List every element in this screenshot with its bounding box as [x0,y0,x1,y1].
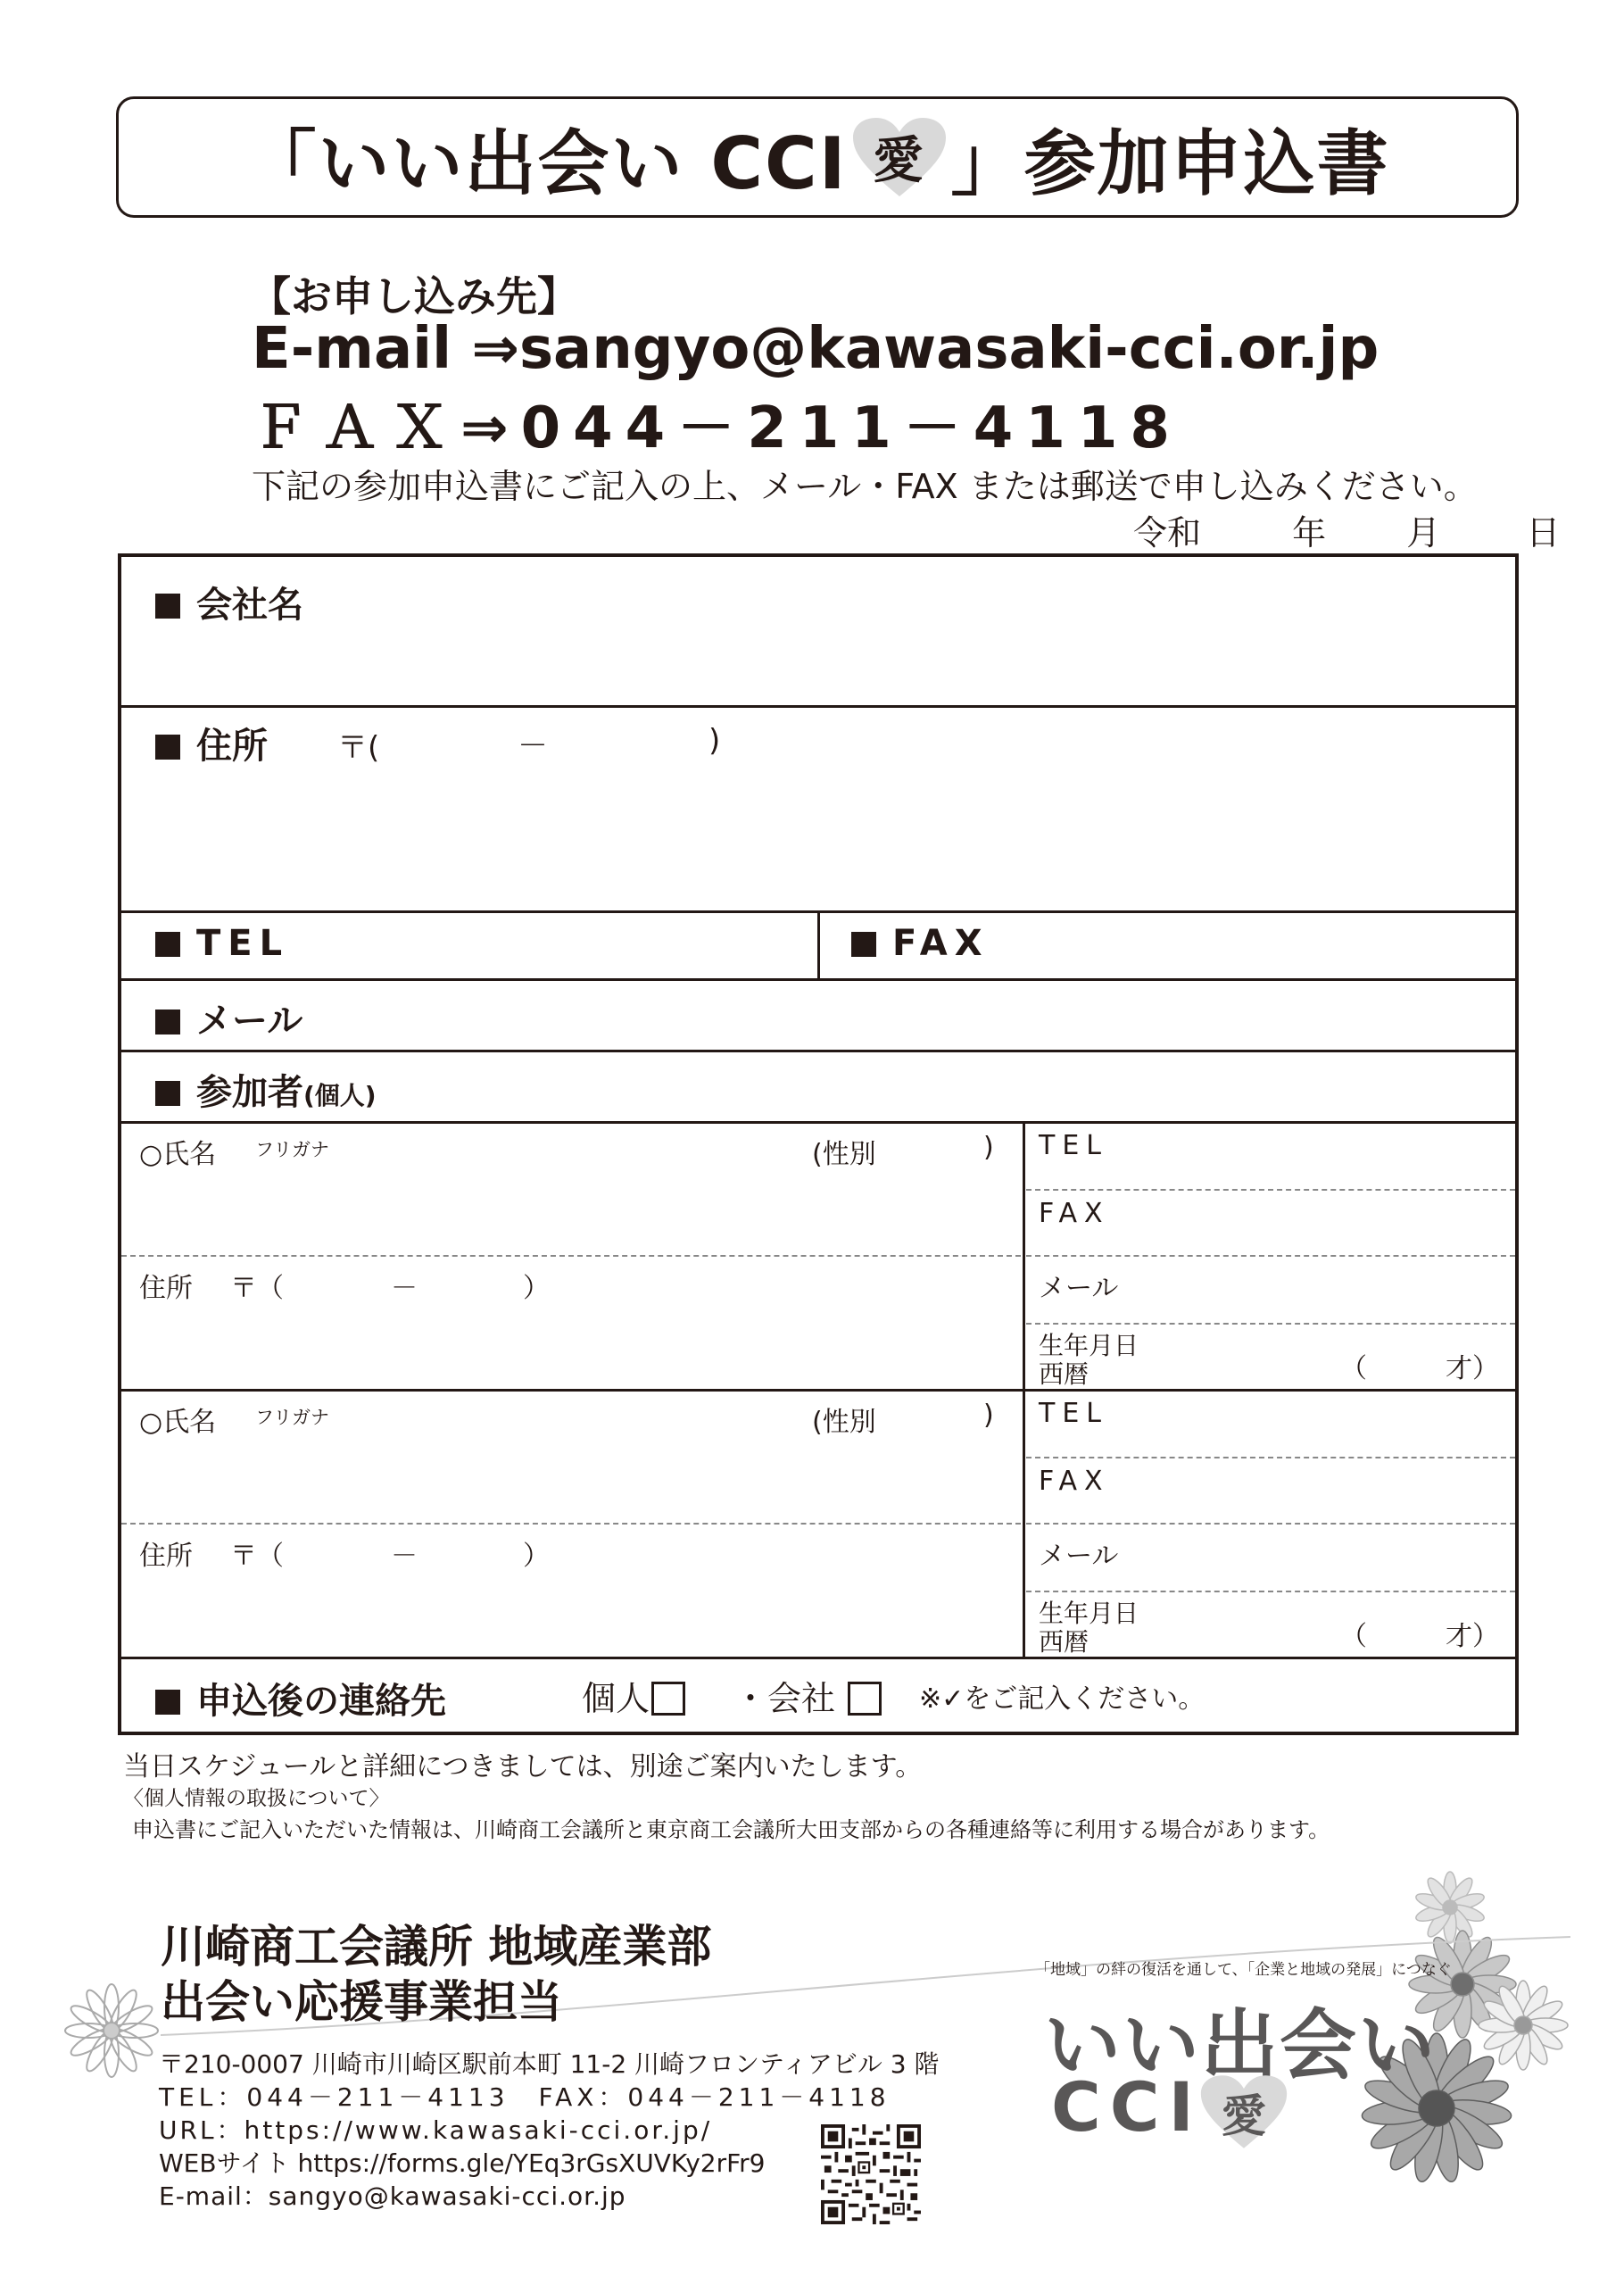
person1-tel-label: TEL [1039,1130,1108,1161]
destination-fax: ＦＡＸ⇒044－211－4118 [252,395,1182,461]
mail-label: メール [155,993,302,1043]
org-line2: 出会い応援事業担当 [161,1976,562,2028]
footer-telfax: TEL：044－211－4113 FAX：044－211－4118 [159,2082,891,2112]
individual-checkbox[interactable] [651,1682,685,1716]
person2-mail-label: メール [1039,1541,1119,1572]
person1-address-label: 住所 [139,1273,193,1304]
person2-calendar-label: 西暦 [1039,1627,1090,1657]
date-year: 年 [1292,513,1327,553]
person2-name-label: ○氏名 [139,1407,217,1438]
option-individual: 個人 [582,1671,685,1720]
heart-icon [851,116,948,198]
person2-address-label: 住所 [139,1541,193,1572]
application-form [118,553,1519,1735]
person1-gender-close: ) [983,1132,994,1163]
person2-postal-open: 〒（ [230,1541,284,1572]
instruction-text: 下記の参加申込書にご記入の上、メール・FAX または郵送で申し込みください。 [252,467,1478,506]
schedule-note: 当日スケジュールと詳細につきましては、別途ご案内いたします。 [123,1751,923,1782]
option-company: ・会社 [733,1671,882,1720]
person1-age-close: 才） [1446,1353,1499,1384]
logo-main-text: いい出会い [1044,2001,1437,2090]
qr-code-icon[interactable] [821,2124,921,2224]
logo-heart-text: 愛 [1221,2090,1266,2142]
footer-url[interactable]: URL：https://www.kawasaki-cci.or.jp/ [159,2115,713,2145]
person1-gender-label: (性別 [812,1139,876,1170]
participants-label: 参加者(個人) [155,1064,377,1115]
person1-name-label: ○氏名 [139,1139,217,1170]
person2-fax-label: FAX [1039,1466,1110,1497]
date-day: 日 [1526,513,1561,553]
person1-postal-open: 〒（ [230,1273,284,1304]
title-before: 「いい出会い CCI [244,121,848,205]
privacy-body: 申込書にご記入いただいた情報は、川崎商工会議所と東京商工会議所大田支部からの各種連絡等に利用する場合があります。 [132,1817,1330,1842]
organization-name [161,1919,711,2030]
address-postal-close: ) [708,723,721,759]
tel-label: TEL [155,923,289,964]
destination-email: E-mail ⇒sangyo@kawasaki-cci.or.jp [252,316,1380,382]
address-postal-dash: － [518,728,548,764]
person2-age-close: 才） [1446,1621,1499,1652]
person1-postal-dash: － [391,1273,418,1304]
logo-sub [1051,2067,1292,2150]
page-title [119,99,1516,215]
person1-age-open: （ [1340,1353,1367,1384]
footer-address: 〒210-0007 川崎市川崎区駅前本町 11-2 川崎フロンティアビル 3 階 [159,2049,940,2079]
company-label: 会社名 [155,577,303,627]
footer-email[interactable]: E-mail：sangyo@kawasaki-cci.or.jp [159,2181,626,2211]
date-month: 月 [1406,513,1441,553]
check-note: ※✓をご記入ください。 [919,1683,1206,1715]
person2-postal-dash: － [391,1541,418,1572]
title-heart-text: 愛 [873,132,925,190]
person2-age-open: （ [1340,1621,1367,1652]
company-field[interactable] [121,628,1515,703]
date-line [1133,505,1560,554]
address-postal-open: 〒( [337,730,380,766]
person2-birth-label: 生年月日 [1039,1599,1139,1628]
flower-icon [62,1982,161,2080]
title-box [116,96,1519,218]
person1-calendar-label: 西暦 [1039,1359,1090,1389]
title-after: 」参加申込書 [950,121,1390,205]
logo-tagline: 「地域」の絆の復活を通して、「企業と地域の発展」につなぐ [1035,1961,1452,1979]
address-label: 住所 [155,718,268,769]
person1-postal-close: ） [523,1273,550,1304]
person1-mail-label: メール [1039,1273,1119,1304]
destination-label: 【お申し込み先】 [250,272,578,320]
company-checkbox[interactable] [848,1682,882,1716]
org-line1: 川崎商工会議所 地域産業部 [161,1921,712,1973]
footer-web[interactable]: WEBサイト https://forms.gle/YEq3rGsXUVKy2rFr9 [159,2148,766,2178]
person2-furigana-label: フリガナ [255,1407,329,1428]
person1-birth-label: 生年月日 [1039,1331,1139,1360]
logo-cci-text: CCI [1051,2067,1203,2147]
person1-fax-label: FAX [1039,1198,1110,1229]
contact-after-label: 申込後の連絡先 [155,1673,446,1724]
privacy-title: 〈個人情報の取扱について〉 [123,1787,390,1810]
person2-gender-label: (性別 [812,1407,876,1438]
person2-tel-label: TEL [1039,1398,1108,1429]
logo-heart-icon [1199,2073,1288,2150]
address-field[interactable] [121,771,1515,905]
date-era: 令和 [1133,513,1202,553]
person2-gender-close: ) [983,1400,994,1431]
fax-label: FAX [851,923,990,964]
person1-furigana-label: フリガナ [255,1139,329,1160]
person2-postal-close: ） [523,1541,550,1572]
